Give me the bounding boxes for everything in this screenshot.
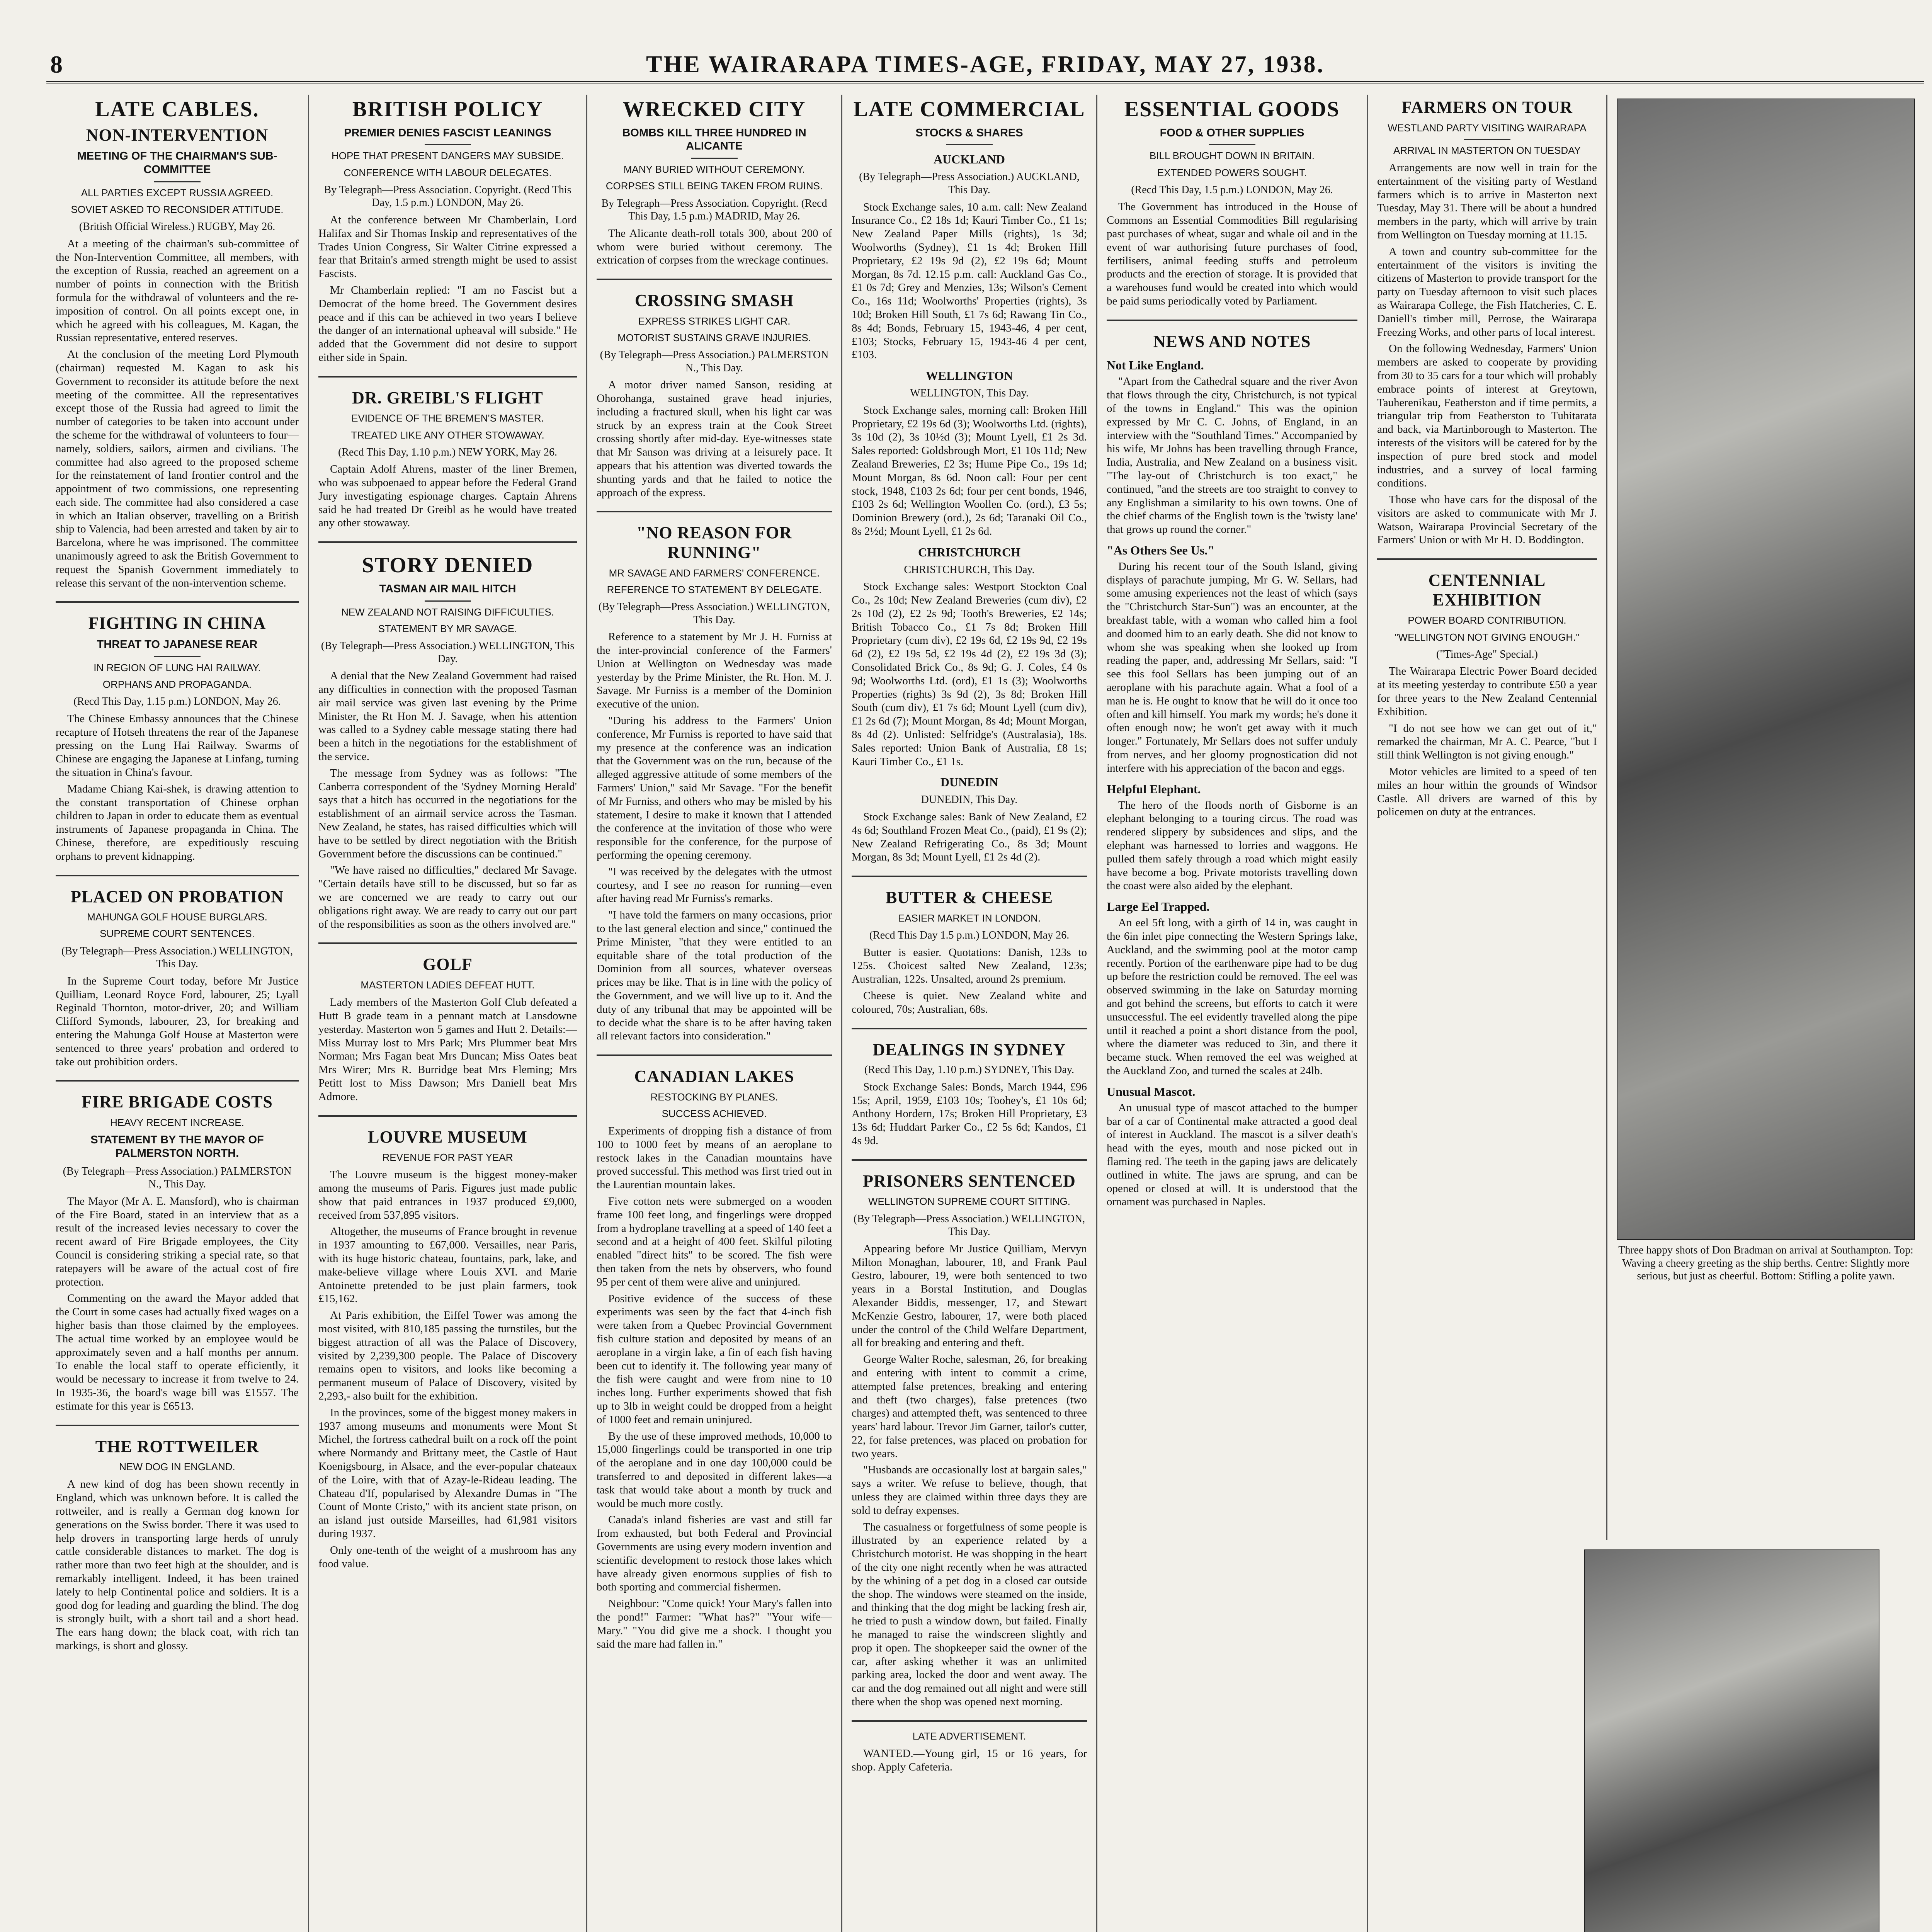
article-butter-cheese bbox=[852, 876, 1087, 1016]
paragraph: "I was received by the delegates with the utmost courtesy, and I see no reason for running—even after having read Mr Furniss's remarks. bbox=[597, 865, 832, 905]
column-1 bbox=[46, 95, 309, 1932]
headline: THE ROTTWEILER bbox=[95, 1437, 259, 1456]
paragraph: Motor vehicles are limited to a speed of ten miles an hour within the grounds of Windsor Castle. All drivers are warned of this by policemen on duty at the entrances. bbox=[1377, 765, 1597, 818]
paragraph: Arrangements are now well in train for the entertainment of the visiting party of Westland farmers which is to arrive in Masterton next Tuesday, May 31. There will be about a hundred members in the party, which will arrive by train from Wellington on Tuesday morning at 11.15. bbox=[1377, 161, 1597, 241]
paragraph: At the conclusion of the meeting Lord Plymouth (chairman) requested M. Kagan to ask his Government to reconsider its attitude before the next meeting of the committee. All the representatives except those of the Russia had agreed to limit the number of categories to be taken into account under the scheme for the withdrawal of volunteers to four—namely, soldiers, sailors, airmen and civilians. The committee had also agreed to the proposed scheme for the reinstatement of land frontier control and the appointment of two commissions, one representing each side. The committee had also considered a case in which an Italian observer, travelling on a British ship to Valencia, had been arrested and taken by air to Barcelona, where he was imprisoned. The committee unanimously agreed to ask the British Government to request the Spanish Government immediately to release this servant of the non-intervention scheme. bbox=[56, 348, 299, 589]
subheading: SUPREME COURT SENTENCES. bbox=[100, 928, 255, 940]
paragraph: Stock Exchange sales: Westport Stockton Coal Co., 2s 10d; New Zealand Breweries (cum div), £2 2s 10d (2), £2 2s 9d; Tooth's Breweries, £2 14s; British Tobacco Co., £1 7s 8d; Broken Hill Proprietary (cum div), £2 19s 6d, £2 19s 9d, £2 19s 6d (2), £2 19s 5d, £2 19s 4d (2), £2 19s 3d (3); Consolidated Brick Co., 8s 9d; G. J. Coles, £4 0s 9d; Woolworths Ltd. (ord), £1 1s (3); Woolworths Properties (rights) 3s 9d (2), 3s 8d; Broken Hill South (cum div), £1 7s 6d; Mount Lyell (cum div), £1 2s 6d (7); Mount Morgan, 8s 4d; Mount Morgan, 8s 4d (2). Unlisted: Selfridge's (Australasia), 18s. Sales reported: Union Bank of Australia, £8 1s; Kauri Timber Co., £1 1s. bbox=[852, 580, 1087, 768]
article-rottweiler bbox=[56, 1425, 299, 1653]
subheading: CONFERENCE WITH LABOUR DELEGATES. bbox=[344, 167, 552, 179]
article-fighting-china bbox=[56, 601, 299, 863]
headline: BUTTER & CHEESE bbox=[885, 888, 1053, 907]
paragraph: The Louvre museum is the biggest money-maker among the museums of Paris. Figures just made public show that paid entrances in 1937 produced £9,000, received from 537,895 visitors. bbox=[318, 1168, 577, 1221]
dateline: (British Official Wireless.) RUGBY, May 26. bbox=[79, 221, 276, 233]
subheading: NEW ZEALAND NOT RAISING DIFFICULTIES. bbox=[341, 606, 554, 618]
article-canadian-lakes bbox=[597, 1054, 832, 1651]
article-farmers-tour bbox=[1377, 98, 1597, 547]
market-title: CHRISTCHURCH bbox=[918, 545, 1020, 559]
paragraph: Stock Exchange sales, 10 a.m. call: New Zealand Insurance Co., £2 18s 1d; Kauri Timber Co., £1 1s; New Zealand Paper Mills (rights), 1s 3d; Woolworths (Sydney), £1 1s 4d; Broken Hill Proprietary, £2 19s 9d (2), £2 19s 6d; Mount Morgan, 8s 7d. 12.15 p.m. call: Auckland Gas Co., £1 0s 7d; Grey and Menzies, 13s; Wilson's Cement Co., 16s 11d; Woolworths' Properties (rights), 3s 10d; Broken Hill South, £1 7s 6d; Rawang Tin Co., 8s 4d; Bonds, February 15, 1943-46, 4 per cent, £103; Stocks, February 15, 1943-46 4 per cent, £103. bbox=[852, 201, 1087, 361]
paragraph: At the conference between Mr Chamberlain, Lord Halifax and Sir Thomas Inskip and representatives of the Trades Union Congress, Sir Walter Citrine expressed a fear that Britain's armed strength might be used to assist Fascists. bbox=[318, 213, 577, 280]
subheading: TREATED LIKE ANY OTHER STOWAWAY. bbox=[351, 429, 544, 441]
paragraph: The Alicante death-roll totals 300, about 200 of whom were buried without ceremony. The extrication of corpses from the wreckage continues. bbox=[597, 227, 832, 267]
subheading: EXTENDED POWERS SOUGHT. bbox=[1157, 167, 1307, 179]
headline: FIRE BRIGADE COSTS bbox=[82, 1092, 273, 1112]
subheading: WESTLAND PARTY VISITING WAIRARAPA bbox=[1388, 122, 1587, 134]
paragraph: In the provinces, some of the biggest money makers in 1937 among museums and monuments were Mont St Michel, the fortress cathedral built on a rock off the point where Normandy and Brittany meet, the Castle of Haut Koenigsbourg, in Alsace, and the ever-popular chateaux of the Loire, with that of Azay-le-Rideau leading. The Chateau d'If, popularised by Alexandre Dumas in "The Count of Monte Cristo," with its ancient state prison, on an island just outside Marseilles, had 61,981 visitors during 1937. bbox=[318, 1406, 577, 1540]
subheading: WELLINGTON SUPREME COURT SITTING. bbox=[868, 1196, 1070, 1208]
article-crossing-smash bbox=[597, 279, 832, 499]
headline: DEALINGS IN SYDNEY bbox=[872, 1040, 1066, 1059]
headline: WRECKED CITY bbox=[622, 97, 806, 121]
dateline: (Recd This Day 1.5 p.m.) LONDON, May 26. bbox=[869, 929, 1070, 942]
dateline: (By Telegraph—Press Association.) PALMERSTON N., This Day. bbox=[63, 1165, 292, 1190]
dateline: ("Times-Age" Special.) bbox=[1436, 648, 1538, 660]
paragraph: Butter is easier. Quotations: Danish, 123s to 125s. Choicest salted New Zealand, 123s; Australian, 122s. Unsalted, around 2s premium. bbox=[852, 946, 1087, 986]
article-prisoners bbox=[852, 1159, 1087, 1709]
dateline: DUNEDIN, This Day. bbox=[921, 794, 1018, 806]
dateline: WELLINGTON, This Day. bbox=[910, 387, 1029, 400]
subheading: MOTORIST SUSTAINS GRAVE INJURIES. bbox=[617, 332, 811, 344]
subheading: EASIER MARKET IN LONDON. bbox=[898, 912, 1041, 924]
dateline: (By Telegraph—Press Association.) WELLINGTON, This Day. bbox=[598, 601, 830, 626]
article-essential-goods bbox=[1107, 98, 1357, 308]
subheading: FOOD & OTHER SUPPLIES bbox=[1160, 126, 1304, 139]
subheading: REFERENCE TO STATEMENT BY DELEGATE. bbox=[607, 583, 822, 595]
paragraph: The Mayor (Mr A. E. Mansford), who is chairman of the Fire Board, stated in an interview that as a result of the increased levies necessary to cover the recent award of Fire Brigade employees, the City Council is considering striking a special rate, so that ratepayers will be aware of the actual cost of fire protection. bbox=[56, 1195, 299, 1288]
paragraph: An eel 5ft long, with a girth of 14 in, was caught in the 6in inlet pipe connecting the Western Springs lake, Auckland, and the swimming pool at the motor camp recently. Portion of the earthenware pipe had to be dug up before the restriction could be removed. The eel was observed swimming in the lake on Saturday morning and got behind the screens, but efforts to catch it were unsuccessful. The eel evidently travelled along the pipe until it reached a point a short distance from the pool, where the diameter was reduced to 3in, and there it became stuck. When removed the eel was weighed at the Auckland Zoo, and turned the scales at 24lb. bbox=[1107, 917, 1357, 1077]
paragraph: The casualness or forgetfulness of some people is illustrated by an experience related by a Christchurch motorist. He was shopping in the heart of the city one night recently when he was attracted by the whining of a pet dog in a closed car outside the shop. The windows were steamed on the inside, and thinking that the dog might be lacking fresh air, he tried to push a window down, but failed. Finally he managed to raise the windscreen slightly and prop it open. The shopkeeper said the owner of the car, after asking whether it was an unlimited parking area, locked the door and went away. The car and the dog remained out all night and were still there when the shop was opened next morning. bbox=[852, 1520, 1087, 1708]
headline: FARMERS ON TOUR bbox=[1401, 98, 1573, 117]
paragraph: An unusual type of mascot attached to the bumper bar of a car of Continental make attracted a good deal of interest in Auckland. The mascot is a silver death's head with the eyes, mouth and nose picked out in flaming red. The teeth in the gaping jaws are delicately outlined in white. The jaws are sprung, and can be opened or closed at will. It is understood that the ornament was purchased in Naples. bbox=[1107, 1101, 1357, 1208]
paragraph: Mr Chamberlain replied: "I am no Fascist but a Democrat of the home breed. The Government desires peace and if this can be achieved in two years I believe the danger of an international upheaval will subside." He added that the Government did not desire to support either side in Spain. bbox=[318, 284, 577, 364]
paragraph: On the following Wednesday, Farmers' Union members are asked to cooperate by providing from 30 to 35 cars for a tour which will probably embrace points of interest at Greytown, Tauherenikau, Featherston and if time permits, a triangular trip from Featherston to Tuhitarata and back, via Martinborough to Masterton. The interests of the visitors will be catered for by the inspection of pure bred stock and model industries, and a survey of local farming conditions. bbox=[1377, 342, 1597, 490]
paragraph: Stock Exchange sales: Bank of New Zealand, £2 4s 6d; Southland Frozen Meat Co., (paid), £1 9s (2); New Zealand Refrigerating Co., 8s 3d; Mount Morgan, 8s 3d; Mount Lyell, £1 2s 4d (2). bbox=[852, 811, 1087, 864]
lower-right-photos bbox=[1368, 1549, 1924, 1932]
headline: STORY DENIED bbox=[362, 553, 534, 578]
dateline: (Recd This Day, 1.5 p.m.) LONDON, May 26. bbox=[1131, 184, 1333, 196]
column-6 bbox=[1368, 95, 1607, 1540]
subheading: BILL BROUGHT DOWN IN BRITAIN. bbox=[1149, 150, 1315, 162]
headline: LATE COMMERCIAL bbox=[853, 97, 1085, 121]
paragraph: Only one-tenth of the weight of a mushroom has any food value. bbox=[318, 1544, 577, 1570]
article-golf bbox=[318, 942, 577, 1103]
paragraph: "Apart from the Cathedral square and the river Avon that flows through the city, Christchurch, is not typical of the towns in England." This was the opinion expressed by Mr C. C. Johns, of England, in an interview with the "Southland Times." Accompanied by his wife, Mr Johns has been travelling through France, India, Australia, and New Zealand on a business visit. "The lay-out of Christchurch is too exact," he continued, "and the streets are too straight to convey to any Englishman a similarity to his own towns. One of the chief charms of the English town is the 'twisty lane' that grows up round the corner." bbox=[1107, 375, 1357, 536]
article-non-intervention bbox=[56, 98, 299, 590]
subheading: EVIDENCE OF THE BREMEN'S MASTER. bbox=[351, 412, 544, 424]
column-3 bbox=[587, 95, 842, 1932]
subheading: EXPRESS STRIKES LIGHT CAR. bbox=[638, 315, 791, 327]
subheading: MASTERTON LADIES DEFEAT HUTT. bbox=[361, 979, 535, 991]
section-title: LATE CABLES. bbox=[95, 97, 259, 121]
headline: CENTENNIAL EXHIBITION bbox=[1428, 571, 1546, 609]
item-title: Unusual Mascot. bbox=[1107, 1084, 1196, 1099]
item-title: Helpful Elephant. bbox=[1107, 782, 1201, 796]
paragraph: Appearing before Mr Justice Quilliam, Mervyn Milton Monaghan, labourer, 18, and Frank Paul Gestro, labourer, 19, were both sentenced to two years in a Borstal Institution, and Douglas Alexander Biddis, messenger, 17, and Stewart McKenzie Gestro, labourer, 17, were both placed under the control of the Child Welfare Department, all for breaking and entering and theft. bbox=[852, 1242, 1087, 1349]
subheading: MR SAVAGE AND FARMERS' CONFERENCE. bbox=[609, 567, 820, 579]
paragraph: At a meeting of the chairman's sub-committee of the Non-Intervention Committee, all members, with the exception of Russia, reached an agreement on a number of points in connection with the British formula for the withdrawal of volunteers and the re-imposition of control. On all points except one, in which he agreed with his colleagues, M. Kagan, the Russian representative, entered reserves. bbox=[56, 237, 299, 344]
dateline: (By Telegraph—Press Association.) WELLINGTON, This Day. bbox=[853, 1213, 1085, 1238]
paragraph: Lady members of the Masterton Golf Club defeated a Hutt B grade team in a pennant match at Lansdowne yesterday. Masterton won 5 games and Hutt 2. Details:—Miss Murray lost to Mrs Park; Mrs Plummer beat Mrs Norman; Mrs Fagan beat Mrs Duncan; Miss Oates beat Mrs Wirer; Mrs R. Burridge beat Mrs Fleming; Mrs Petitt lost to Miss Dawson; Mrs Daniell beat Mrs Admore. bbox=[318, 996, 577, 1103]
paragraph: Commenting on the award the Mayor added that the Court in some cases had actually fixed wages on a higher basis than those claimed by the employees. The actual time worked by an employee would be approximately seven and a half months per annum. To enable the local staff to operate efficiently, it would be necessary to increase it from twelve to 24. In 1935-36, the board's wage bill was £1557. The estimate for this year is £6513. bbox=[56, 1292, 299, 1412]
paragraph: Madame Chiang Kai-shek, is drawing attention to the constant transportation of Chinese orphan children to Japan in order to educate them as eventual instruments of Japanese propaganda in China. The Chinese, therefore, are expeditiously rescuing orphans to prevent kidnapping. bbox=[56, 782, 299, 862]
headline: BRITISH POLICY bbox=[352, 97, 543, 121]
paragraph: A new kind of dog has been shown recently in England, which was unknown before. It is called the rottweiler, and is really a German dog known for generations on the Swiss border. There it was used to help drovers in transporting large herds of unruly cattle considerable distances to market. The dog is rather more than two feet high at the shoulder, and is remarkably intelligent. Indeed, it has been trained lately to help Continental police and soldiers. It is a good dog for leading and guarding the blind. The dog is strongly built, with a short tail and a short head. The ears hang down; the black coat, with rich tan markings, is short and glossy. bbox=[56, 1478, 299, 1652]
article-no-reason bbox=[597, 511, 832, 1043]
headline: CANADIAN LAKES bbox=[634, 1067, 794, 1086]
paragraph: "We have raised no difficulties," declared Mr Savage. "Certain details have still to be discussed, but so far as we are concerned we are ready to carry out our obligations right away. We are ready to carry out our part of the responsibilities as soon as the others involved are." bbox=[318, 864, 577, 930]
headline: ESSENTIAL GOODS bbox=[1124, 97, 1340, 121]
dateline: By Telegraph—Press Association. Copyright. (Recd This Day, 1.5 p.m.) MADRID, May 26. bbox=[601, 197, 827, 223]
article-story-denied bbox=[318, 541, 577, 931]
subheading: POWER BOARD CONTRIBUTION. bbox=[1408, 614, 1566, 626]
item-title: "As Others See Us." bbox=[1107, 543, 1215, 557]
page-number: 8 bbox=[50, 51, 63, 78]
headline: DR. GREIBL'S FLIGHT bbox=[352, 388, 543, 407]
market-title: WELLINGTON bbox=[925, 369, 1013, 383]
headline: "NO REASON FOR RUNNING" bbox=[636, 523, 792, 562]
column-4 bbox=[842, 95, 1097, 1932]
subheading: SOVIET ASKED TO RECONSIDER ATTITUDE. bbox=[71, 203, 284, 215]
article-late-commercial bbox=[852, 98, 1087, 864]
subheading: SUCCESS ACHIEVED. bbox=[662, 1107, 767, 1119]
subheading: MANY BURIED WITHOUT CEREMONY. bbox=[623, 163, 805, 175]
whateley-photo bbox=[1584, 1549, 1879, 1932]
subheading: MAHUNGA GOLF HOUSE BURGLARS. bbox=[87, 911, 267, 923]
paragraph: Those who have cars for the disposal of the visitors are asked to communicate with Mr J. Watson, Wairarapa Provincial Secretary of the Farmers' Union or with Mr H. D. Boddington. bbox=[1377, 493, 1597, 546]
subheading: NEW DOG IN ENGLAND. bbox=[119, 1461, 235, 1473]
dateline: CHRISTCHURCH, This Day. bbox=[904, 563, 1035, 576]
paragraph: Stock Exchange sales, morning call: Broken Hill Proprietary, £2 19s 6d (3); Woolworths Ltd. (rights), 3s 10d (2), 3s 10½d (3); Mount Lyell, £1 2s 3d. Sales reported: Goldsbrough Mort, £1 10s 11d; New Zealand Breweries, £2 3s; Hume Pipe Co., 19s 1d; Mount Morgan, 8s 6d. Noon call: Four per cent stock, 1948, £103 2s 6d; four per cent bonds, 1946, £103 2s 6d; Wellington Woollen Co. (ord.), £3 5s; Dominion Brewery (ord.), 2s 6d; Taranaki Oil Co., 8s 2½d; Mount Lyell, £1 2s 6d. bbox=[852, 404, 1087, 537]
paragraph: Reference to a statement by Mr J. H. Furniss at the inter-provincial conference of the Farmers' Union at Wellington on Wednesday was made yesterday by the Prime Minister, the Rt. Hon. M. J. Savage. Mr Furniss is a member of the Dominion executive of the union. bbox=[597, 631, 832, 711]
paragraph: A motor driver named Sanson, residing at Ohorohanga, sustained grave head injuries, including a fractured skull, when his light car was struck by an express train at the Cook Street crossing shortly after mid-day. Eye-witnesses state that Mr Sanson was driving at a leisurely pace. It appears that his attention was diverted towards the shunting yards and that he failed to notice the approach of the express. bbox=[597, 379, 832, 499]
paragraph: Captain Adolf Ahrens, master of the liner Bremen, who was subpoenaed to appear before the Federal Grand Jury investigating espionage charges. Captain Ahrens said he had treated Dr Greibl as he would have treated any other stowaway. bbox=[318, 463, 577, 529]
subheading: ARRIVAL IN MASTERTON ON TUESDAY bbox=[1393, 144, 1581, 156]
dateline: (By Telegraph—Press Association.) PALMERSTON N., This Day. bbox=[600, 349, 829, 374]
paragraph: George Walter Roche, salesman, 26, for breaking and entering with intent to commit a crime, attempted false pretences, breaking and entering and theft (two charges), false pretences (two charges) and attempted theft, was sentenced to three years' hard labour. Trevor Jim Garner, tailor's cutter, 22, for false pretences, was placed on probation for two years. bbox=[852, 1353, 1087, 1460]
paragraph: Neighbour: "Come quick! Your Mary's fallen into the pond!" Farmer: "What has?" "Your wife—Mary." "You did give me a shock. I thought you said the mare had fallen in." bbox=[597, 1597, 832, 1650]
dateline: By Telegraph—Press Association. Copyright. (Recd This Day, 1.5 p.m.) LONDON, May 26. bbox=[324, 184, 571, 209]
dateline: (Recd This Day, 1.10 p.m.) NEW YORK, May 26. bbox=[338, 446, 557, 458]
paragraph: The hero of the floods north of Gisborne is an elephant belonging to a touring circus. The road was rendered slippery by subsidences and slips, and the elephant was harnessed to lorries and waggons. He pulled them safely through a road which might easily have become a bog. Private motorists travelling down the coast were also aided by the elephant. bbox=[1107, 799, 1357, 892]
paragraph: A town and country sub-committee for the entertainment of the visitors is inviting the citizens of Masterton to provide transport for the party on Tuesday afternoon to visit such places as Wairarapa College, the Fish Hatcheries, C. E. Daniell's timber mill, Perrose, the Wairarapa Freezing Works, and other parts of local interest. bbox=[1377, 245, 1597, 338]
headline: PRISONERS SENTENCED bbox=[863, 1171, 1076, 1190]
dateline: (By Telegraph—Press Association.) WELLINGTON, This Day. bbox=[321, 640, 575, 665]
paragraph: Experiments of dropping fish a distance of from 100 to 1000 feet by means of an aeroplane to restock lakes in the Canadian mountains have proved successful. This method was first tried out in the Laurentian mountain lakes. bbox=[597, 1125, 832, 1191]
headline: NEWS AND NOTES bbox=[1153, 332, 1311, 351]
subheading: MEETING OF THE CHAIRMAN'S SUB-COMMITTEE bbox=[77, 150, 277, 176]
column-7 bbox=[1607, 95, 1924, 1540]
paragraph: Stock Exchange Sales: Bonds, March 1944, £96 15s; April, 1959, £103 10s; Toohey's, £1 10s 6d; Anthony Hordern, 17s; Broken Hill Proprietary, £3 13s 6d; Huddart Parker Co., £2 5s 6d; Kandos, £1 4s 9d. bbox=[852, 1080, 1087, 1147]
paragraph: Cheese is quiet. New Zealand white and coloured, 70s; Australian, 68s. bbox=[852, 990, 1087, 1015]
headline: FIGHTING IN CHINA bbox=[88, 614, 266, 633]
subheading: IN REGION OF LUNG HAI RAILWAY. bbox=[94, 662, 261, 673]
paragraph: Positive evidence of the success of these experiments was seen by the fact that 4-inch fish were taken from a Quebec Provincial Government fish culture station and deposited by means of an aeroplane in a virgin lake, a fin of each fish having been cut to identify it. The following year many of the fish were caught and were from nine to 10 inches long. Further experiments showed that fish up to 3lb in weight could be dropped from a height of 1000 feet and remain uninjured. bbox=[597, 1292, 832, 1426]
market-title: DUNEDIN bbox=[940, 775, 998, 789]
subheading: PREMIER DENIES FASCIST LEANINGS bbox=[344, 126, 551, 139]
dateline: (Recd This Day, 1.10 p.m.) SYDNEY, This Day. bbox=[864, 1064, 1075, 1076]
paragraph: Altogether, the museums of France brought in revenue in 1937 amounting to £67,000. Versailles, near Paris, with its huge historic chateau, fountains, park, lake, and make-believe village where Louis XVI. and Marie Antoinette pretended to be just plain farmers, took £15,162. bbox=[318, 1225, 577, 1305]
subheading: HOPE THAT PRESENT DANGERS MAY SUBSIDE. bbox=[331, 150, 564, 162]
paragraph: Five cotton nets were submerged on a wooden frame 100 feet long, and fingerlings were dropped from a hydroplane travelling at a speed of 140 feet a second and at a height of 400 feet. Skilful piloting enabled "direct hits" to be scored. The fish were then taken from the nets by observers, who found 95 per cent of them were alive and uninjured. bbox=[597, 1195, 832, 1288]
subheading: TASMAN AIR MAIL HITCH bbox=[379, 582, 516, 595]
paragraph: "I do not see how we can get out of it," remarked the chairman, Mr A. C. Pearce, "but I still think Wellington is not giving enough." bbox=[1377, 722, 1597, 762]
subheading: THREAT TO JAPANESE REAR bbox=[97, 638, 258, 651]
late-advertisement bbox=[852, 1720, 1087, 1774]
paragraph: A denial that the New Zealand Government had raised any difficulties in connection with the proposed Tasman air mail service was given last evening by the Prime Minister, the Rt Hon M. J. Savage, when his attention was called to a Sydney cable message stating there had been a hitch in the negotiations for the establishment of the service. bbox=[318, 670, 577, 763]
paragraph: At Paris exhibition, the Eiffel Tower was among the most visited, with 810,185 passing the turnstiles, but the biggest attraction of all was the Palace of Discovery, visited by 2,239,300 people. The Palace of Discovery remains open to visitors, and looks like becoming a permanent museum of Palace of Discovery, visited by 2,293,- also built for the exhibition. bbox=[318, 1309, 577, 1403]
article-news-notes bbox=[1107, 320, 1357, 1209]
paragraph: During his recent tour of the South Island, giving displays of parachute jumping, Mr G. W. Sellars, had some amusing experiences not the least of which (says the "Christchurch Star-Sun") was an encounter, at the breakfast table, with a woman who called him a fool and doomed him to an early death. She did not know to whom she was speaking when she looked up from reading the paper, and, addressing Mr Sellars, said: "I see this fool Sellars has been jumping out of an aeroplane with his parachute again. What a fool of a man he is. He ought to know that he will do it once too often and kill himself. You mark my words; he's done it often enough now; he won't get away with it much longer." Fortunately, Mr Sellars does not suffer unduly from nerves, and her gloomy prognostication did not interfere with his appreciation of the bacon and eggs. bbox=[1107, 560, 1357, 774]
dateline: (Recd This Day, 1.15 p.m.) LONDON, May 26. bbox=[73, 696, 281, 708]
headline: CROSSING SMASH bbox=[634, 291, 794, 310]
subheading: HEAVY RECENT INCREASE. bbox=[110, 1116, 244, 1128]
ad-title: LATE ADVERTISEMENT. bbox=[912, 1730, 1026, 1742]
market-title: AUCKLAND bbox=[934, 152, 1005, 167]
column-2 bbox=[309, 95, 587, 1932]
paragraph: The message from Sydney was as follows: "The Canberra correspondent of the 'Sydney Morning Herald' says that a hitch has occurred in the negotiations for the establishment of an airmail service across the Tasman. New Zealand, he states, has raised difficulties which will have to be settled by direct negotiation with the British Government before the discussions can be continued." bbox=[318, 767, 577, 860]
newspaper-title: THE WAIRARAPA TIMES-AGE, FRIDAY, MAY 27, 1938. bbox=[646, 51, 1325, 78]
headline: GOLF bbox=[423, 955, 473, 974]
headline: LOUVRE MUSEUM bbox=[368, 1127, 527, 1146]
paragraph: The Government has introduced in the House of Commons an Essential Commodities Bill regularising past purchases of wheat, sugar and whale oil and in the event of war authorising future purchases of food, fertilisers, animal feeding stuffs and petroleum products and the erection of storage. It is provided that a warehouses fund would be created into which would be paid sums periodically voted by Parliament. bbox=[1107, 201, 1357, 307]
article-louvre bbox=[318, 1115, 577, 1571]
masthead bbox=[46, 46, 1924, 83]
article-wrecked-city bbox=[597, 98, 832, 267]
subheading: STATEMENT BY MR SAVAGE. bbox=[378, 622, 517, 634]
ad-text: WANTED.—Young girl, 15 or 16 years, for shop. Apply Cafeteria. bbox=[852, 1747, 1087, 1773]
subheading: STOCKS & SHARES bbox=[915, 126, 1023, 139]
dateline: (By Telegraph—Press Association.) WELLINGTON, This Day. bbox=[61, 945, 293, 970]
paragraph: "Husbands are occasionally lost at bargain sales," says a writer. We refuse to believe, though, that unless they are claimed within three days they are sold to defray expenses. bbox=[852, 1464, 1087, 1517]
headline: PLACED ON PROBATION bbox=[70, 887, 284, 906]
subheading: "WELLINGTON NOT GIVING ENOUGH." bbox=[1395, 631, 1580, 643]
bradman-caption: Three happy shots of Don Bradman on arrival at Southampton. Top: Waving a cheery greeting as the ship berths. Centre: Slightly more serious, but just as cheerful. Bottom: Stifling a polite yawn. bbox=[1618, 1244, 1913, 1282]
headline: NON-INTERVENTION bbox=[86, 125, 269, 145]
article-probation bbox=[56, 875, 299, 1069]
paragraph: "During his address to the Farmers' Union conference, Mr Furniss is reported to have said that my presence at the conference was an indication that the Government was on the run, because of the alleged aggressive attitude of some members of the Farmers' Union," said Mr Savage. "For the benefit of Mr Furniss, and others who may be misled by his statement, I desire to make it known that I attended the conference at the invitation of those who were responsible for the conference, for the purpose of performing the opening ceremony. bbox=[597, 714, 832, 861]
paragraph: The Wairarapa Electric Power Board decided at its meeting yesterday to contribute £50 a year for three years to the New Zealand Centennial Exhibition. bbox=[1377, 665, 1597, 718]
article-greibl bbox=[318, 376, 577, 530]
paragraph: "I have told the farmers on many occasions, prior to the last general election and since," continued the Prime Minister, "that they were entitled to an equitable share of the total production of the Dominion from all sources, whatever overseas prices may be like. That is in line with the policy of the Government, and we will live up to it. And the duty of any tribunal that may be appointed will be to decide what the share is to be after having taken all relevant factors into consideration." bbox=[597, 909, 832, 1043]
bradman-photo bbox=[1617, 99, 1915, 1240]
article-fire-brigade bbox=[56, 1080, 299, 1413]
article-sydney bbox=[852, 1028, 1087, 1148]
article-british-policy bbox=[318, 98, 577, 364]
paragraph: The Chinese Embassy announces that the Chinese recapture of Hotseh threatens the rear of the Japanese pressing on the Lung Hai Railway. Swarms of Chinese are engaging the Japanese at Linfang, turning the situation in China's favour. bbox=[56, 712, 299, 779]
subheading: STATEMENT BY THE MAYOR OF PALMERSTON NORTH. bbox=[90, 1134, 264, 1160]
subheading: RESTOCKING BY PLANES. bbox=[650, 1091, 778, 1103]
subheading: ALL PARTIES EXCEPT RUSSIA AGREED. bbox=[81, 187, 274, 199]
subheading: ORPHANS AND PROPAGANDA. bbox=[102, 679, 252, 690]
dateline: (By Telegraph—Press Association.) AUCKLAND, This Day. bbox=[859, 171, 1080, 196]
item-title: Large Eel Trapped. bbox=[1107, 900, 1210, 914]
subheading: REVENUE FOR PAST YEAR bbox=[382, 1151, 513, 1163]
item-title: Not Like England. bbox=[1107, 358, 1204, 372]
subheading: BOMBS KILL THREE HUNDRED IN ALICANTE bbox=[622, 126, 806, 153]
paragraph: In the Supreme Court today, before Mr Justice Quilliam, Leonard Royce Ford, labourer, 25; Lyall Reginald Thornton, motor-driver, 20; and William Clifford Symonds, labourer, 23, for breaking and entering the Mahunga Golf House at Masterton were sentenced to three years' probation and ordered to take out prohibition orders. bbox=[56, 975, 299, 1068]
paragraph: Canada's inland fisheries are vast and still far from exhausted, but both Federal and Provincial Governments are using every modern invention and scientific development to restock those lakes which have already given enormous supplies of fish to both sporting and commercial fishermen. bbox=[597, 1514, 832, 1594]
column-5 bbox=[1097, 95, 1368, 1932]
subheading: CORPSES STILL BEING TAKEN FROM RUINS. bbox=[605, 180, 823, 192]
paragraph: By the use of these improved methods, 10,000 to 15,000 fingerlings could be transported in one trip of the aeroplane and in one day 100,000 could be transferred to and deposited in different lakes—a task that would take about a month by truck and would be much more costly. bbox=[597, 1430, 832, 1510]
article-centennial bbox=[1377, 558, 1597, 819]
